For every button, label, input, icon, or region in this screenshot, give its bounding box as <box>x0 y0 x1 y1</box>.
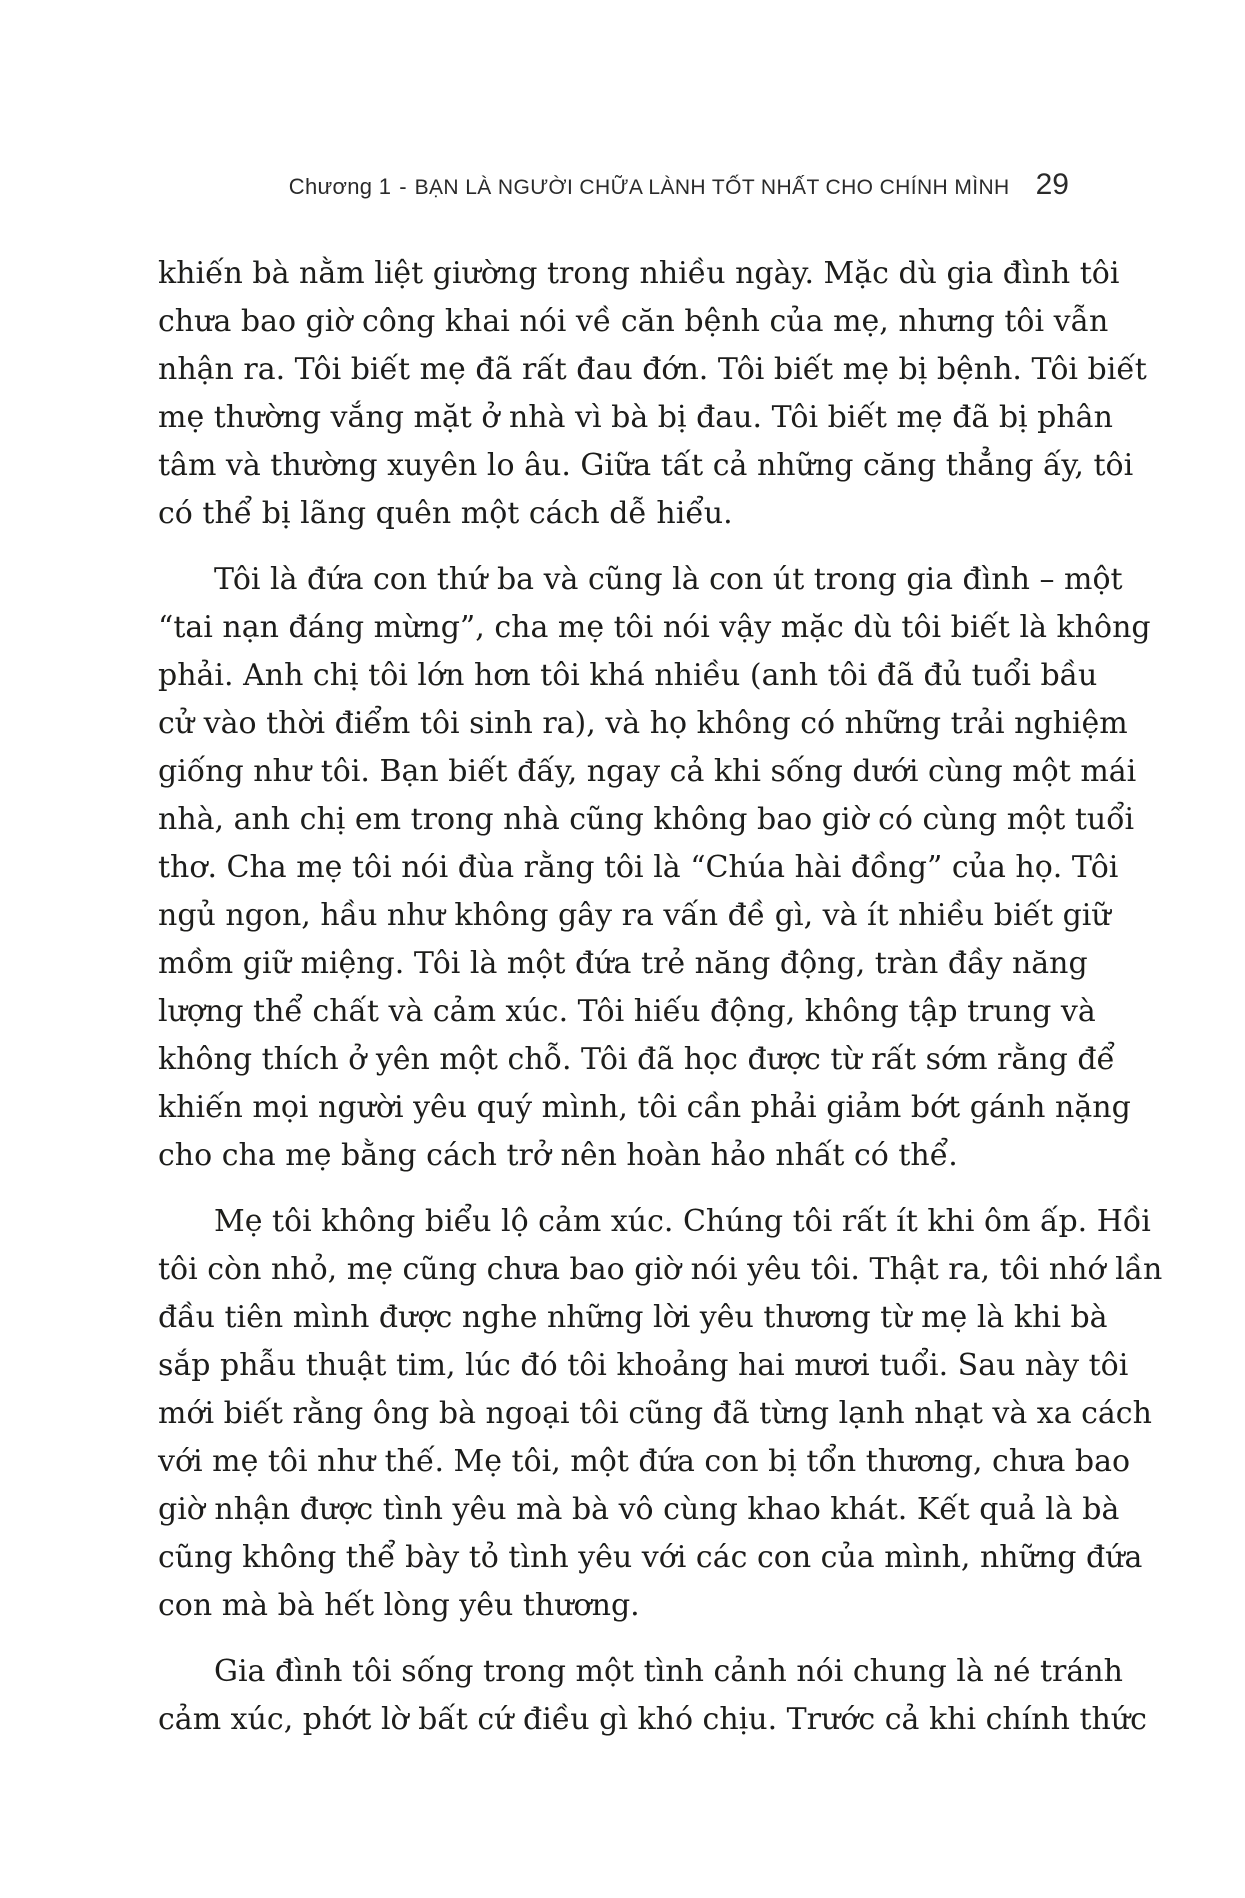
text-line: mồm giữ miệng. Tôi là một đứa trẻ năng động, tràn đầy năng <box>158 946 1088 981</box>
text-line: lượng thể chất và cảm xúc. Tôi hiếu động, không tập trung và <box>158 994 1096 1029</box>
paragraph-4 <box>158 1648 1147 1744</box>
header-separator: - <box>399 174 407 199</box>
text-line: khiến bà nằm liệt giường trong nhiều ngày. Mặc dù gia đình tôi <box>158 256 1120 291</box>
text-line: cho cha mẹ bằng cách trở nên hoàn hảo nhất có thể. <box>158 1138 958 1173</box>
chapter-title: BẠN LÀ NGƯỜI CHỮA LÀNH TỐT NHẤT CHO CHÍNH MÌNH <box>414 176 1010 199</box>
text-line: nhà, anh chị em trong nhà cũng không bao giờ có cùng một tuổi <box>158 802 1135 837</box>
paragraph-1 <box>158 250 1147 538</box>
text-line: tâm và thường xuyên lo âu. Giữa tất cả những căng thẳng ấy, tôi <box>158 448 1134 483</box>
text-line: cũng không thể bày tỏ tình yêu với các con của mình, những đứa <box>158 1540 1143 1575</box>
page-number: 29 <box>1035 168 1069 201</box>
text-line: với mẹ tôi như thế. Mẹ tôi, một đứa con bị tổn thương, chưa bao <box>158 1444 1131 1479</box>
running-header <box>289 168 1069 202</box>
text-line: phải. Anh chị tôi lớn hơn tôi khá nhiều (anh tôi đã đủ tuổi bầu <box>158 658 1098 693</box>
text-line: đầu tiên mình được nghe những lời yêu thương từ mẹ là khi bà <box>158 1300 1108 1335</box>
text-line: sắp phẫu thuật tim, lúc đó tôi khoảng hai mươi tuổi. Sau này tôi <box>158 1348 1129 1383</box>
text-line: chưa bao giờ công khai nói về căn bệnh của mẹ, nhưng tôi vẫn <box>158 304 1109 339</box>
text-line: thơ. Cha mẹ tôi nói đùa rằng tôi là “Chúa hài đồng” của họ. Tôi <box>158 850 1119 885</box>
text-line: có thể bị lãng quên một cách dễ hiểu. <box>158 496 733 531</box>
text-line: Tôi là đứa con thứ ba và cũng là con út trong gia đình – một <box>214 562 1123 597</box>
paragraph-3 <box>158 1198 1163 1630</box>
text-line: giờ nhận được tình yêu mà bà vô cùng khao khát. Kết quả là bà <box>158 1492 1120 1527</box>
text-line: mẹ thường vắng mặt ở nhà vì bà bị đau. Tôi biết mẹ đã bị phân <box>158 400 1113 435</box>
text-line: mới biết rằng ông bà ngoại tôi cũng đã từng lạnh nhạt và xa cách <box>158 1396 1152 1431</box>
text-line: không thích ở yên một chỗ. Tôi đã học được từ rất sớm rằng để <box>158 1042 1115 1077</box>
text-line: Mẹ tôi không biểu lộ cảm xúc. Chúng tôi rất ít khi ôm ấp. Hồi <box>214 1204 1151 1239</box>
text-line: “tai nạn đáng mừng”, cha mẹ tôi nói vậy mặc dù tôi biết là không <box>158 610 1151 645</box>
paragraph-2 <box>158 556 1151 1180</box>
body-text <box>158 250 1163 1762</box>
text-line: cảm xúc, phớt lờ bất cứ điều gì khó chịu. Trước cả khi chính thức <box>158 1702 1147 1737</box>
text-line: cử vào thời điểm tôi sinh ra), và họ không có những trải nghiệm <box>158 706 1128 741</box>
text-line: ngủ ngon, hầu như không gây ra vấn đề gì, và ít nhiều biết giữ <box>158 898 1111 933</box>
chapter-label: Chương 1 <box>288 174 392 199</box>
text-line: khiến mọi người yêu quý mình, tôi cần phải giảm bớt gánh nặng <box>158 1090 1131 1125</box>
text-line: Gia đình tôi sống trong một tình cảnh nói chung là né tránh <box>214 1654 1123 1689</box>
text-line: tôi còn nhỏ, mẹ cũng chưa bao giờ nói yêu tôi. Thật ra, tôi nhớ lần <box>158 1252 1163 1287</box>
text-line: con mà bà hết lòng yêu thương. <box>158 1588 640 1623</box>
text-line: giống như tôi. Bạn biết đấy, ngay cả khi sống dưới cùng một mái <box>158 754 1137 789</box>
text-line: nhận ra. Tôi biết mẹ đã rất đau đớn. Tôi biết mẹ bị bệnh. Tôi biết <box>158 352 1147 387</box>
